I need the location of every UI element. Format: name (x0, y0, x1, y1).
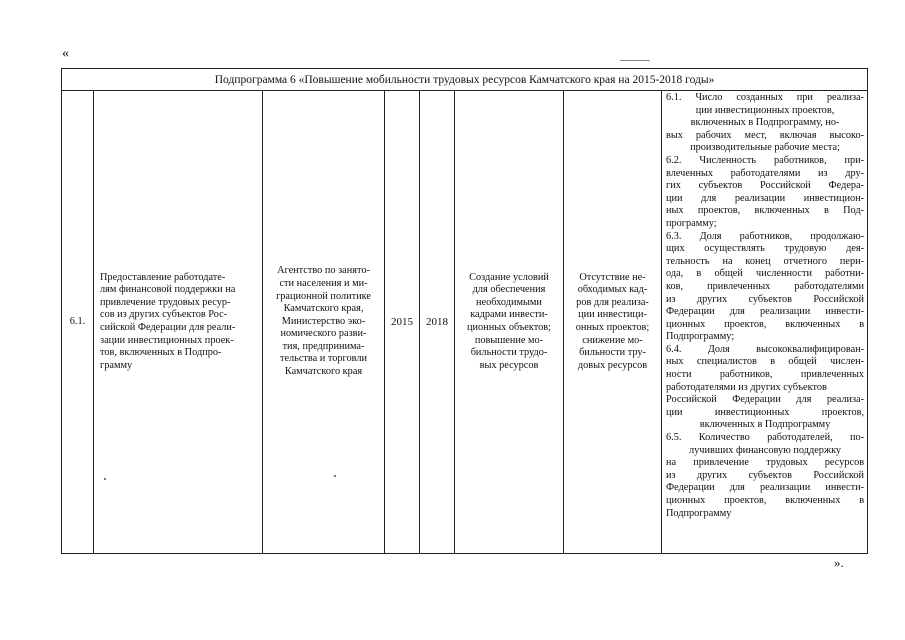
text-line: ров для реализа- (576, 296, 649, 308)
indicator-line: ных проектов, включенных в Под- (666, 205, 865, 217)
non-implementation-consequences (564, 91, 662, 554)
indicator-line: 6.5. Количество работодателей, по- (666, 432, 865, 444)
indicator-line: влеченных работодателями из дру- (666, 167, 865, 179)
measure-number: 6.1. (62, 91, 94, 554)
indicator-line: ции инвестиционных проектов, (695, 104, 835, 116)
indicator-line: ции для реализации инвестицион- (666, 192, 865, 204)
indicator-lines (666, 92, 864, 520)
subprogram-header-row (62, 69, 868, 91)
text-line: довых ресурсов (577, 359, 648, 371)
text-line: Предоставление работодате- (100, 271, 226, 283)
indicator-line: из других субъектов Российской (666, 469, 865, 481)
measure-row (62, 91, 868, 554)
result-lines (458, 272, 560, 373)
subprogram-table (61, 68, 868, 554)
indicator-line: щих осуществлять трудовую дея- (666, 243, 865, 255)
scan-artifact-line (620, 60, 650, 61)
text-line: снижение мо- (582, 334, 643, 346)
indicator-line: ности работников, привлеченных (666, 369, 865, 381)
text-line: грационной политике (276, 290, 371, 302)
text-line: тельства и торговли (279, 353, 368, 365)
indicator-line: 6.4. Доля высококвалифицирован- (666, 343, 865, 355)
indicator-line: Российской Федерации для реализа- (666, 394, 865, 406)
text-line: вых ресурсов (479, 359, 539, 371)
text-line: бильности тру- (579, 347, 646, 359)
indicator-line: ции инвестиционных проектов, (666, 406, 865, 418)
text-line: грамму (100, 359, 133, 371)
indicator-line: Федерации для реализации инвести- (666, 306, 865, 318)
text-line: повышение мо- (474, 334, 544, 346)
text-line: Отсутствие не- (579, 271, 646, 283)
indicator-line: работодателями из других субъектов (666, 381, 827, 393)
text-line: Агентство по занято- (277, 265, 370, 277)
text-line: тия, предпринима- (282, 340, 365, 352)
indicator-line: 6.1. Число созданных при реализа- (666, 92, 865, 103)
text-line: Камчатского края (284, 366, 363, 378)
expected-result (455, 91, 564, 554)
responsible-executor (263, 91, 385, 554)
closing-quote-mark: ». (834, 555, 844, 570)
indicator-line: 6.2. Численность работников, при- (666, 154, 865, 166)
indicator-line: включенных в Подпрограмму, но- (690, 117, 840, 129)
indicator-line: включенных в Подпрограмму (699, 419, 831, 431)
indicator-line: Подпрограмму (666, 507, 732, 519)
text-line: тов, включенных в Подпро- (100, 347, 222, 359)
text-line: обходимых кад- (577, 284, 648, 296)
scan-speck (334, 475, 336, 477)
indicator-line: на привлечение трудовых ресурсов (666, 457, 865, 469)
target-indicators (662, 91, 868, 554)
indicator-line: ных специалистов в общей числен- (666, 356, 865, 368)
text-line: бильности трудо- (470, 347, 548, 359)
text-line: для обеспечения (472, 284, 546, 296)
indicator-line: лучивших финансовую поддержку (688, 444, 842, 456)
indicator-line: ода, в общей численности работни- (666, 268, 865, 280)
text-line: ции инвестици- (578, 309, 647, 321)
text-line: Создание условий (469, 271, 549, 283)
end-year: 2018 (420, 91, 455, 554)
indicator-line: ционных проектов, включенных в (666, 318, 865, 330)
indicator-line: вых рабочих мест, включая высоко- (666, 129, 865, 141)
indicator-line: тельность на конец отчетного пери- (666, 255, 865, 267)
text-line: Камчатского края, (283, 303, 364, 315)
indicator-line: гих субъектов Российской Федера- (666, 180, 865, 192)
measure-title-lines (100, 272, 258, 373)
text-line: сти населения и ми- (279, 277, 368, 289)
indicator-line: из других субъектов Российской (666, 293, 865, 305)
indicator-line: программу; (666, 217, 717, 229)
text-line: номического разви- (280, 328, 367, 340)
subprogram-title: Подпрограмма 6 «Повышение мобильности трудовых ресурсов Камчатского края на 2015-2018 годы» (62, 69, 868, 91)
text-line: лям финансовой поддержки на (100, 284, 236, 296)
text-line: привлечение трудовых ресур- (100, 296, 231, 308)
indicator-line: ционных проектов, включенных в (666, 495, 865, 506)
start-year: 2015 (385, 91, 420, 554)
indicator-line: производительные рабочие места; (690, 142, 840, 154)
indicator-line: 6.3. Доля работников, продолжаю- (666, 230, 865, 242)
text-line: кадрами инвести- (470, 309, 548, 321)
text-line: сийской Федерации для реали- (100, 322, 236, 333)
text-line: онных проектов; (575, 322, 650, 333)
measure-title (94, 91, 263, 554)
text-line: Министерство эко- (281, 315, 366, 327)
text-line: необходимыми (476, 296, 542, 308)
text-line: зации инвестиционных проек- (100, 334, 234, 346)
indicator-line: Подпрограмму; (666, 331, 735, 343)
consequence-lines (567, 272, 658, 373)
scan-speck (104, 478, 106, 480)
executor-lines (266, 265, 381, 378)
opening-quote-mark: « (62, 46, 69, 61)
text-line: сов из других субъектов Рос- (100, 309, 228, 321)
indicator-line: Федерации для реализации инвести- (666, 482, 865, 494)
indicator-line: ков, привлеченных работодателями (666, 280, 865, 292)
text-line: ционных объектов; (467, 322, 551, 333)
